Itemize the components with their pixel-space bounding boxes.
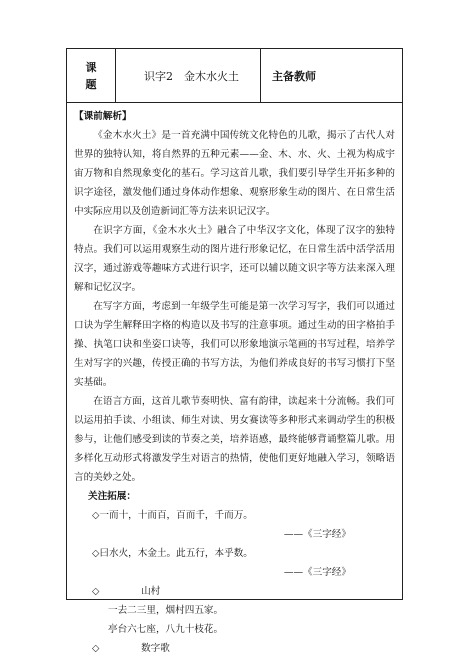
quote-1-text: ◇一而十，十而百，百而千，千而万。 xyxy=(92,510,253,521)
quote-2-source: ——《三字经》 xyxy=(283,567,351,578)
poem-2-marker: ◇ xyxy=(92,643,100,654)
paragraph-language: 在语言方面，这首儿歌节奏明快、富有韵律，读起来十分流畅。我们可以运用拍手读、小组读、师生对读、男女赛读等多种形式来调动学生的积极参与，让他们感受到读的节奏之美，培养语感，最终能够背诵整篇儿歌。用多样化互动形式将激发学生对语言的热情，使他们更好地融入学习，领略语言的美妙之处。 xyxy=(74,396,395,483)
teacher-label: 主备教师 xyxy=(272,69,316,83)
topic-label-char-2: 题 xyxy=(85,77,97,91)
poem-1-heading xyxy=(74,582,395,601)
poem-2-title: 数字歌 xyxy=(141,643,170,654)
poem-2-heading xyxy=(74,639,395,658)
header-row xyxy=(67,49,402,103)
poem-1-title: 山村 xyxy=(141,586,161,597)
quote-1-source: ——《三字经》 xyxy=(283,529,351,540)
section-title: 【课前解析】 xyxy=(74,111,132,122)
topic-label-char-1: 课 xyxy=(85,60,97,74)
lesson-title: 识字2 金木水火土 xyxy=(116,49,261,102)
lesson-plan-sheet xyxy=(66,48,403,654)
content-area xyxy=(67,103,402,658)
extension-title: 关注拓展： xyxy=(88,491,136,502)
paragraph-literacy: 在识字方面，《金木水火土》融合了中华汉字文化，体现了汉字的独特特点。我们可以运用观察生动的图片进行形象记忆，在日常生活中活学活用汉字，通过游戏等趣味方式进行识字，还可以辅以随文识字等方法来深入理解和记忆汉字。 xyxy=(74,225,395,293)
poem-1-line-1: 一去二三里，烟村四五家。 xyxy=(108,605,224,616)
paragraph-writing: 在写字方面，考虑到一年级学生可能是第一次学习写字，我们可以通过口诀为学生解释田字格的构造以及书写的注意事项。通过生动的田字格拍手操、执笔口诀和坐姿口诀等，我们可以形象地演示笔画的书写过程，培养学生对写字的兴趣，传授正确的书写方法，为他们养成良好的书写习惯打下坚实基础。 xyxy=(74,301,395,388)
poem-1-marker: ◇ xyxy=(92,586,100,597)
poem-1-line-2: 亭台六七座，八九十枝花。 xyxy=(108,624,224,635)
topic-label xyxy=(67,49,116,102)
quote-2-text: ◇曰水火，木金土。此五行，本乎数。 xyxy=(92,548,253,559)
paragraph-intro: 《金木水火土》是一首充满中国传统文化特色的儿歌，揭示了古代人对世界的独特认知，将自然界的五种元素——金、木、水、火、土视为构成宇宙万物和自然现象变化的基石。学习这首儿歌，我们要引导学生开拓多种的识字途径，激发他们通过身体动作想象、观察形象生动的图片、在日常生活中实际应用以及创造新词汇等方法来识记汉字。 xyxy=(74,130,395,217)
